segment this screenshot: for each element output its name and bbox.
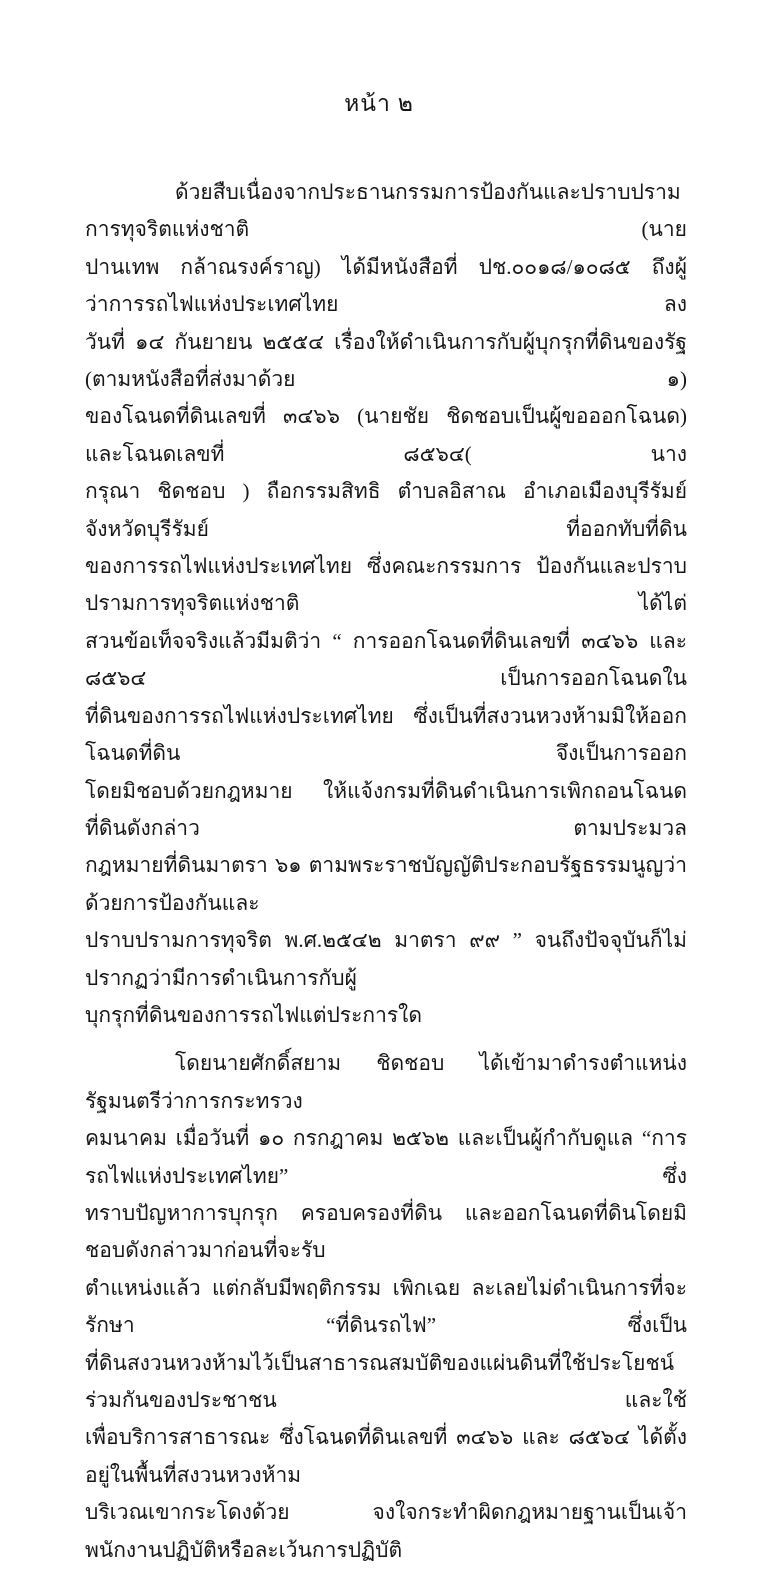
- text-line: ด้วยสืบเนื่องจากประธานกรรมการป้องกันและปราบปรามการทุจริตแห่งชาติ (นาย: [85, 180, 687, 242]
- text-line: ตำแหน่งแล้ว แต่กลับมีพฤติกรรม เพิกเฉย ละเลยไม่ดำเนินการที่จะรักษา “ที่ดินรถไฟ” ซึ่งเป็น: [85, 1275, 687, 1338]
- text-line: ที่ดินของการรถไฟแห่งประเทศไทย ซึ่งเป็นที่สงวนหวงห้ามมิให้ออกโฉนดที่ดิน จึงเป็นการออก: [85, 703, 687, 766]
- text-line: บริเวณเขากระโดงด้วย จงใจกระทำผิดกฎหมายฐานเป็นเจ้าพนักงานปฏิบัติหรือละเว้นการปฏิบัติ: [85, 1500, 687, 1562]
- text-line: ปานเทพ กล้าณรงค์ราญ) ได้มีหนังสือที่ ปช.๐๐๑๘/๑๐๘๕ ถึงผู้ว่าการรถไฟแห่งประเทศไทย ลง: [85, 254, 687, 317]
- text-line: กฎหมายที่ดินมาตรา ๖๑ ตามพระราชบัญญัติประกอบรัฐธรรมนูญว่าด้วยการป้องกันและ: [85, 853, 687, 915]
- text-line: สวนข้อเท็จจริงแล้วมีมติว่า “ การออกโฉนดที่ดินเลขที่ ๓๔๖๖ และ ๘๕๖๔ เป็นการออกโฉนดใน: [85, 628, 687, 691]
- text-line: บุกรุกที่ดินของการรถไฟแต่ประการใด: [85, 1002, 423, 1027]
- text-line: ทราบปัญหาการบุกรุก ครอบครองที่ดิน และออกโฉนดที่ดินโดยมิชอบดังกล่าวมาก่อนที่จะรับ: [85, 1200, 687, 1263]
- text-line: เพื่อบริการสาธารณะ ซึ่งโฉนดที่ดินเลขที่ ๓๔๖๖ และ ๘๕๖๔ ได้ตั้งอยู่ในพื้นที่สงวนหวงห้าม: [85, 1425, 687, 1487]
- text-line: ที่ดินสงวนหวงห้ามไว้เป็นสาธารณสมบัติของแผ่นดินที่ใช้ประโยชน์ร่วมกันของประชาชน และใช้: [85, 1350, 687, 1412]
- document-body: [85, 174, 687, 1569]
- text-line: ของการรถไฟแห่งประเทศไทย ซึ่งคณะกรรมการ ป้องกันและปราบปรามการทุจริตแห่งชาติ ได้ไต่: [85, 554, 687, 616]
- paragraph: [85, 1045, 687, 1569]
- text-line: คมนาคม เมื่อวันที่ ๑๐ กรกฎาคม ๒๕๖๒ และเป็นผู้กำกับดูแล “การรถไฟแห่งประเทศไทย” ซึ่ง: [85, 1126, 687, 1188]
- text-line: ของโฉนดที่ดินเลขที่ ๓๔๖๖ (นายชัย ชิดชอบเป็นผู้ขอออกโฉนด) และโฉนดเลขที่ ๘๕๖๔( นาง: [85, 404, 687, 466]
- text-line: กรุณา ชิดชอบ ) ถือกรรมสิทธิ ตำบลอิสาณ อำเภอเมืองบุรีรัมย์ จังหวัดบุรีรัมย์ ที่ออกทับที่ดิน: [85, 479, 687, 541]
- text-line: โดยมิชอบด้วยกฎหมาย ให้แจ้งกรมที่ดินดำเนินการเพิกถอนโฉนดที่ดินดังกล่าว ตามประมวล: [85, 778, 687, 840]
- text-line: โดยนายศักดิ์สยาม ชิดชอบ ได้เข้ามาดำรงตำแหน่งรัฐมนตรีว่าการกระทรวง: [85, 1051, 687, 1113]
- paragraph: [85, 174, 687, 1034]
- text-line: ปราบปรามการทุจริต พ.ศ.๒๕๔๒ มาตรา ๙๙ ” จนถึงปัจจุบันก็ไม่ปรากฏว่ามีการดำเนินการกับผู้: [85, 928, 687, 990]
- text-line: วันที่ ๑๔ กันยายน ๒๕๕๔ เรื่องให้ดำเนินการกับผู้บุกรุกที่ดินของรัฐ (ตามหนังสือที่ส่งมาด้วย ๑): [85, 329, 687, 392]
- page-number-header: หน้า ๒: [344, 91, 414, 116]
